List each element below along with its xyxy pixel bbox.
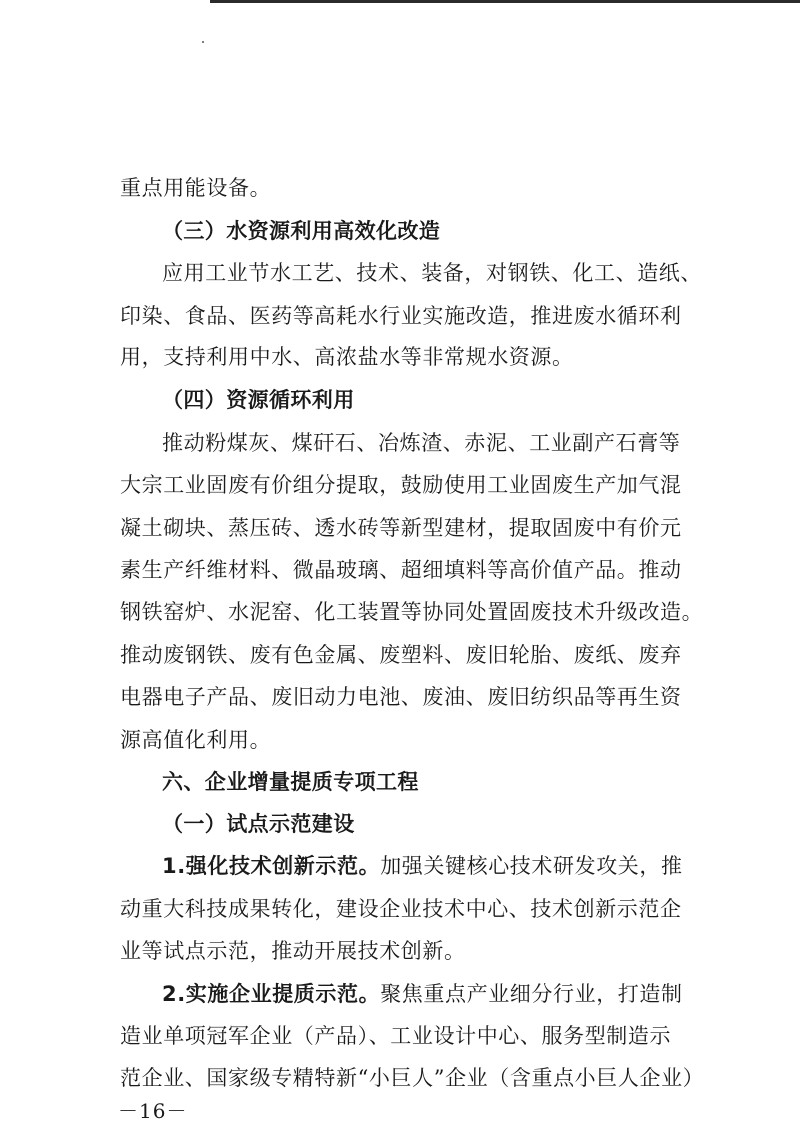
text-line: 造业单项冠军企业（产品）、工业设计中心、服务型制造示 (120, 1024, 672, 1048)
text-line: 电器电子产品、废旧动力电池、废油、废旧纺织品等再生资 (120, 685, 682, 709)
text-line: 应用工业节水工艺、技术、装备，对钢铁、化工、造纸、 (162, 261, 702, 285)
text-line: 范企业、国家级专精特新“小巨人”企业（含重点小巨人企业） (120, 1066, 705, 1090)
text-line: 大宗工业固废有价组分提取，鼓励使用工业固废生产加气混 (120, 473, 682, 497)
text-line: 用，支持利用中水、高浓盐水等非常规水资源。 (120, 345, 574, 369)
text-line: 推动粉煤灰、煤矸石、冶炼渣、赤泥、工业副产石膏等 (162, 431, 681, 455)
text-line: 源高值化利用。 (120, 728, 272, 752)
item-2-rest: 聚焦重点产业细分行业，打造制 (380, 982, 683, 1006)
text-line: 素生产纤维材料、微晶玻璃、超细填料等高价值产品。推动 (120, 558, 682, 582)
item-1-rest: 加强关键核心技术研发攻关，推 (380, 854, 683, 878)
item-2-line (162, 980, 683, 1008)
item-1-lead: 1.强化技术创新示范。 (162, 854, 381, 878)
scan-edge (210, 0, 800, 3)
text-line: 推动废钢铁、废有色金属、废塑料、废旧轮胎、废纸、废弃 (120, 643, 682, 667)
page-number: －16－ (118, 1099, 188, 1123)
text-line: 重点用能设备。 (120, 176, 272, 200)
section-heading-pilot: （一）试点示范建设 (162, 812, 355, 836)
item-1-line (162, 852, 683, 880)
text-line: 凝土砌块、蒸压砖、透水砖等新型建材，提取固废中有价元 (120, 516, 682, 540)
text-line: 钢铁窑炉、水泥窑、化工装置等协同处置固废技术升级改造。 (120, 600, 704, 624)
text-line: 动重大科技成果转化，建设企业技术中心、技术创新示范企 (120, 897, 682, 921)
section-heading-water: （三）水资源利用高效化改造 (162, 219, 441, 243)
chapter-heading: 六、企业增量提质专项工程 (162, 770, 419, 794)
text-line: 印染、食品、医药等高耗水行业实施改造，推进废水循环利 (120, 304, 682, 328)
section-heading-recycling: （四）资源循环利用 (162, 388, 355, 412)
scan-speck (202, 41, 204, 43)
item-2-lead: 2.实施企业提质示范。 (162, 982, 381, 1006)
text-line: 业等试点示范，推动开展技术创新。 (120, 939, 466, 963)
